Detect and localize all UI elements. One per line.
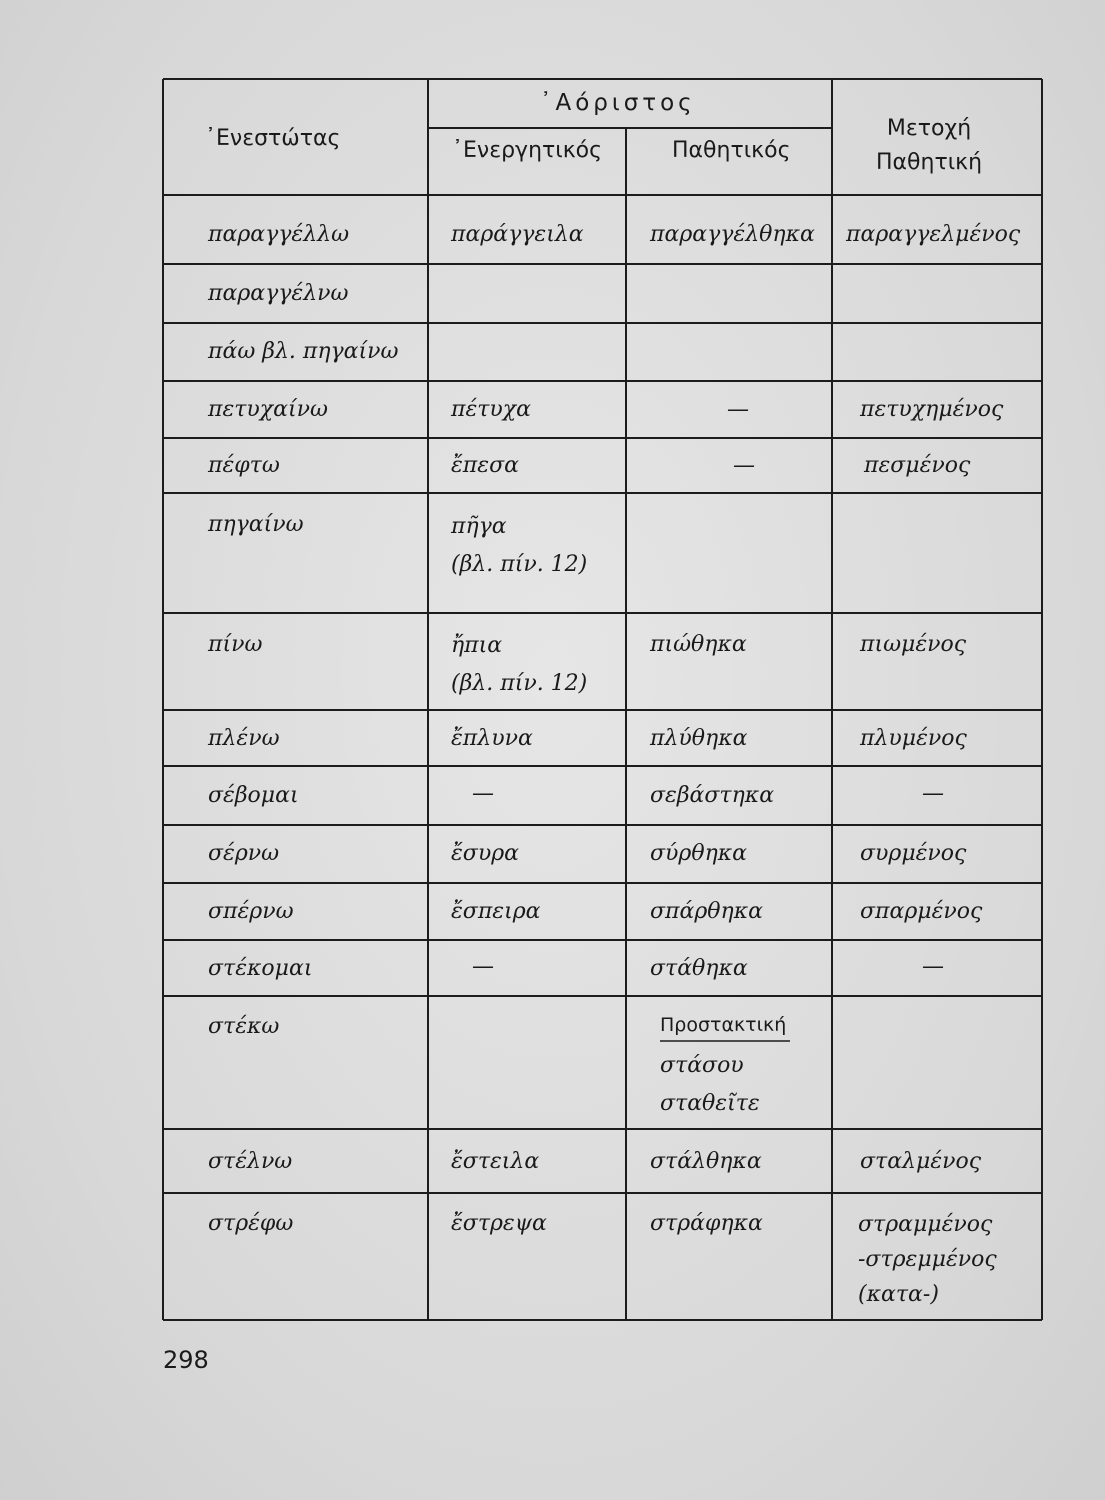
row-8-participle: —: [922, 781, 944, 806]
row-0-participle: παραγγελμένος: [846, 222, 1021, 247]
row-7-active: ἔπλυνα: [451, 726, 533, 751]
row-14-participle: στραμμένος -στρεμμένος (κατα-): [858, 1212, 997, 1307]
row-10-active: ἔσπειρα: [451, 899, 541, 924]
row-8-passive: σεβάστηκα: [650, 783, 775, 808]
row-11-passive: στάθηκα: [650, 956, 748, 981]
row-11-active: —: [472, 954, 494, 979]
row-10-participle: σπαρμένος: [860, 899, 983, 924]
row-4-participle: πεσμένος: [864, 453, 971, 478]
row-8-active: —: [472, 781, 494, 806]
row-10-passive: σπάρθηκα: [650, 899, 763, 924]
row-6-present: πίνω: [208, 632, 263, 657]
row-3-active: πέτυχα: [451, 397, 531, 422]
header-participle: Μετοχή Παθητική: [876, 116, 983, 175]
row-5-active: πῆγα (βλ. πίν. 12): [451, 514, 588, 577]
row-7-passive: πλύθηκα: [650, 726, 748, 751]
row-12-imperative-heading: Προστακτική: [660, 1014, 787, 1036]
row-6-participle: πιωμένος: [860, 632, 967, 657]
row-9-active: ἔσυρα: [451, 841, 519, 866]
row-7-present: πλένω: [208, 726, 280, 751]
row-13-passive: στάλθηκα: [650, 1149, 762, 1174]
row-3-participle: πετυχημένος: [860, 397, 1004, 422]
row-7-participle: πλυμένος: [860, 726, 967, 751]
header-active: ᾿Ενεργητικός: [452, 138, 603, 163]
page-number: 298: [163, 1346, 209, 1374]
row-4-active: ἔπεσα: [451, 453, 519, 478]
row-8-present: σέβομαι: [208, 783, 299, 808]
row-0-active: παράγγειλα: [451, 222, 584, 247]
row-3-present: πετυχαίνω: [208, 397, 328, 422]
row-5-present: πηγαίνω: [208, 512, 304, 537]
row-13-participle: σταλμένος: [860, 1149, 982, 1174]
row-14-passive: στράφηκα: [650, 1211, 763, 1236]
row-14-present: στρέφω: [208, 1211, 294, 1236]
row-0-passive: παραγγέλθηκα: [650, 222, 815, 247]
row-11-present: στέκομαι: [208, 956, 313, 981]
row-2-present: πάω βλ. πηγαίνω: [208, 339, 399, 364]
row-13-active: ἔστειλα: [451, 1149, 540, 1174]
row-3-passive: —: [727, 397, 749, 422]
row-6-passive: πιώθηκα: [650, 632, 747, 657]
row-11-participle: —: [922, 954, 944, 979]
row-6-active: ἤπια (βλ. πίν. 12): [451, 633, 588, 696]
row-9-present: σέρνω: [208, 841, 280, 866]
row-4-passive: —: [733, 453, 755, 478]
row-9-passive: σύρθηκα: [650, 841, 748, 866]
row-12-present: στέκω: [208, 1014, 280, 1039]
header-passive: Παθητικός: [672, 138, 791, 163]
header-present: ᾿Ενεστώτας: [205, 126, 341, 151]
header-aorist: ᾿Αόριστος: [540, 90, 696, 116]
row-9-participle: συρμένος: [860, 841, 967, 866]
row-1-present: παραγγέλνω: [208, 281, 349, 306]
row-10-present: σπέρνω: [208, 899, 294, 924]
row-12-passive: στάσου σταθεῖτε: [660, 1053, 760, 1116]
row-4-present: πέφτω: [208, 453, 280, 478]
row-0-present: παραγγέλλω: [208, 222, 350, 247]
row-14-active: ἔστρεψα: [451, 1211, 547, 1236]
row-13-present: στέλνω: [208, 1149, 293, 1174]
